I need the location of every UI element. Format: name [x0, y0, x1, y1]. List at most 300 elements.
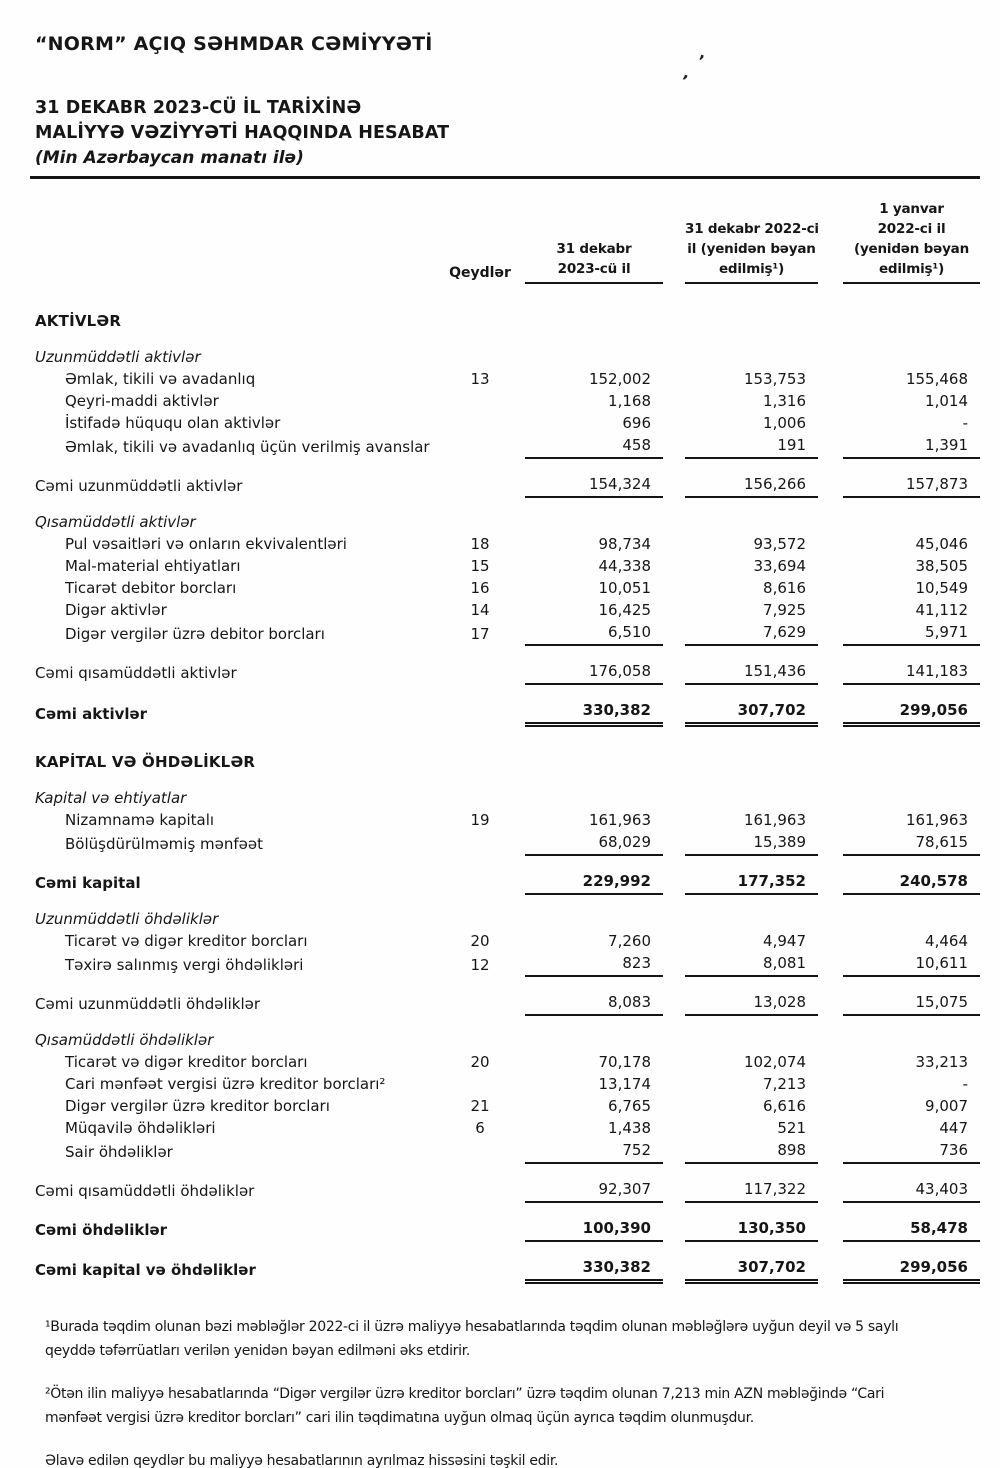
- value-2022: 307,702: [685, 684, 818, 725]
- value-jan2022: 9,007: [925, 1096, 968, 1115]
- value-2023: 154,324: [525, 458, 663, 497]
- report-title-block: [35, 96, 980, 171]
- gap: [663, 1139, 685, 1163]
- gap: [515, 1073, 525, 1095]
- gap: [818, 533, 843, 555]
- report-date-line: 31 DEKABR 2023-CÜ İL TARİXİNƏ: [35, 98, 362, 118]
- gap: [515, 725, 525, 773]
- value-2023: 100,390: [525, 1202, 663, 1241]
- value-2022: [685, 497, 818, 533]
- gap: [515, 599, 525, 621]
- row-note: [445, 645, 515, 684]
- gap: [818, 1073, 843, 1095]
- row-label: İstifadə hüququ olan aktivlər: [65, 414, 281, 432]
- table-row: [35, 930, 980, 952]
- value-2022: 898: [685, 1139, 818, 1163]
- value-jan2022: -: [962, 414, 968, 432]
- scan-artifact-mark: ,: [681, 63, 693, 83]
- value-jan2022: 38,505: [915, 557, 968, 575]
- gap: [818, 855, 843, 894]
- value-2023: 6,510: [525, 621, 663, 645]
- gap: [515, 577, 525, 599]
- gap: [663, 831, 685, 855]
- row-note: 12: [470, 955, 490, 974]
- gap: [818, 1015, 843, 1051]
- value-jan2022: 736: [843, 1139, 980, 1163]
- gap: [818, 332, 843, 368]
- table-row: [35, 952, 980, 976]
- value-jan2022: 43,403: [843, 1163, 980, 1202]
- row-label: Bölüşdürülməmiş mənfəət: [65, 834, 263, 853]
- value-jan2022: 299,056: [843, 684, 980, 725]
- value-2022: 93,572: [753, 535, 806, 553]
- row-label: Qısamüddətli aktivlər: [35, 513, 196, 531]
- row-note: 6: [475, 1118, 485, 1137]
- value-jan2022: 10,549: [915, 579, 968, 597]
- table-row: [35, 773, 980, 809]
- value-2023: [525, 1015, 663, 1051]
- row-note: 19: [470, 810, 490, 829]
- value-2023: 152,002: [588, 370, 651, 388]
- table-row: [35, 1139, 980, 1163]
- value-jan2022: 155,468: [905, 370, 968, 388]
- gap: [515, 976, 525, 1015]
- gap: [818, 390, 843, 412]
- value-2023: [525, 497, 663, 533]
- row-note: [445, 773, 515, 809]
- column-header-jan2022-restated: 1 yanvar 2022-ci il (yenidən bəyan edilmiş¹): [843, 199, 980, 284]
- table-row: [35, 1051, 980, 1073]
- gap: [663, 952, 685, 976]
- gap: [663, 1015, 685, 1051]
- gap: [515, 831, 525, 855]
- gap: [818, 555, 843, 577]
- gap: [663, 1163, 685, 1202]
- value-2022: 177,352: [685, 855, 818, 894]
- value-2022: 307,702: [685, 1241, 818, 1282]
- table-row: [35, 599, 980, 621]
- value-2023: 752: [525, 1139, 663, 1163]
- gap: [515, 1241, 525, 1282]
- gap: [663, 725, 685, 773]
- table-row: [35, 809, 980, 831]
- value-2022: 1,006: [763, 414, 806, 432]
- gap: [818, 684, 843, 725]
- value-2022: 151,436: [685, 645, 818, 684]
- value-2023: 1,168: [608, 392, 651, 410]
- gap: [515, 952, 525, 976]
- gap: [663, 390, 685, 412]
- value-jan2022: [843, 284, 980, 332]
- row-note: 16: [470, 579, 490, 597]
- gap: [818, 930, 843, 952]
- row-label: AKTİVLƏR: [35, 312, 122, 330]
- gap: [663, 645, 685, 684]
- value-2022: 191: [685, 434, 818, 458]
- gap: [818, 809, 843, 831]
- value-jan2022: -: [962, 1074, 968, 1093]
- value-2023: 229,992: [525, 855, 663, 894]
- footnote-line: mənfəət vergisi üzrə kreditor borcları” cari ilin təqdimatına uyğun olmaq üçün ayrıca təqdim olunmuşdur.: [45, 1409, 754, 1426]
- footnote-line: Əlavə edilən qeydlər bu maliyyə hesabatlarının ayrılmaz hissəsini təşkil edir.: [45, 1452, 559, 1468]
- value-2023: 161,963: [588, 810, 651, 829]
- gap: [818, 1117, 843, 1139]
- gap: [663, 412, 685, 434]
- row-label: Sair öhdəliklər: [65, 1142, 173, 1161]
- gap: [663, 1073, 685, 1095]
- table-row: [35, 684, 980, 725]
- row-note: 15: [470, 557, 490, 575]
- value-jan2022: 447: [939, 1118, 968, 1137]
- table-row: [35, 1163, 980, 1202]
- value-jan2022: [843, 773, 980, 809]
- table-row: [35, 1202, 980, 1241]
- value-2023: 330,382: [525, 1241, 663, 1282]
- value-2023: [525, 773, 663, 809]
- report-name-line: MALİYYƏ VƏZİYYƏTİ HAQQINDA HESABAT: [35, 123, 450, 143]
- table-row: [35, 434, 980, 458]
- table-column-headers: [35, 199, 980, 284]
- row-note: [445, 855, 515, 894]
- row-note: [445, 1139, 515, 1163]
- row-note: [445, 894, 515, 930]
- value-2023: 10,051: [598, 579, 651, 597]
- value-jan2022: 161,963: [905, 810, 968, 829]
- row-label: Uzunmüddətli öhdəliklər: [35, 909, 219, 928]
- row-note: [445, 434, 515, 458]
- gap: [818, 1051, 843, 1073]
- row-label: Ticarət və digər kreditor borcları: [65, 931, 308, 950]
- row-note: 17: [470, 625, 490, 643]
- row-label: Mal-material ehtiyatları: [65, 557, 241, 575]
- table-row: [35, 1117, 980, 1139]
- gap: [663, 855, 685, 894]
- row-label: Cəmi uzunmüddətli aktivlər: [35, 477, 243, 495]
- row-label: Digər vergilər üzrə debitor borcları: [65, 625, 325, 643]
- value-2023: [525, 725, 663, 773]
- value-jan2022: 78,615: [843, 831, 980, 855]
- row-note: [445, 1073, 515, 1095]
- row-note: [445, 1241, 515, 1282]
- gap: [515, 555, 525, 577]
- gap: [515, 1139, 525, 1163]
- gap: [818, 1163, 843, 1202]
- gap: [663, 621, 685, 645]
- table-row: [35, 368, 980, 390]
- row-label: Cəmi kapital və öhdəliklər: [35, 1261, 256, 1279]
- table-row: [35, 976, 980, 1015]
- gap: [818, 831, 843, 855]
- row-note: 20: [470, 1052, 490, 1071]
- gap: [515, 412, 525, 434]
- gap: [515, 894, 525, 930]
- row-label: Digər vergilər üzrə kreditor borcları: [65, 1096, 330, 1115]
- value-2023: 1,438: [608, 1118, 651, 1137]
- column-header-2022-restated: 31 dekabr 2022-ci il (yenidən bəyan edilmiş¹): [685, 219, 818, 284]
- row-note: [445, 831, 515, 855]
- gap: [663, 599, 685, 621]
- table-row: [35, 621, 980, 645]
- row-label: Cəmi öhdəliklər: [35, 1220, 168, 1239]
- row-note: [445, 458, 515, 497]
- gap: [515, 1117, 525, 1139]
- table-row: [35, 533, 980, 555]
- row-label: Cəmi qısamüddətli öhdəliklər: [35, 1181, 255, 1200]
- gap: [818, 1241, 843, 1282]
- value-2022: 8,081: [685, 952, 818, 976]
- table-row: [35, 894, 980, 930]
- table-row: [35, 831, 980, 855]
- value-2022: 7,925: [763, 601, 806, 619]
- gap: [818, 577, 843, 599]
- row-note: [445, 332, 515, 368]
- row-note: [445, 1163, 515, 1202]
- row-note: [445, 725, 515, 773]
- value-2023: 696: [622, 414, 651, 432]
- gap: [818, 1139, 843, 1163]
- scan-artifact-mark: ,: [698, 43, 708, 63]
- footnote-line: ²Ötən ilin maliyyə hesabatlarında “Digər vergilər üzrə kreditor borcları” üzrə təqdim olunan 7,213 min AZN məbləğində “Cari: [45, 1385, 885, 1402]
- footnote-line: ¹Burada təqdim olunan bəzi məbləğlər 2022-ci il üzrə maliyyə hesabatlarında təqdim olunan məbləğlərə uyğun deyil və 5 saylı: [45, 1318, 899, 1335]
- gap: [515, 533, 525, 555]
- row-note: [445, 1015, 515, 1051]
- gap: [818, 725, 843, 773]
- company-title: “NORM” AÇIQ SƏHMDAR CƏMİYYƏTİ: [35, 33, 433, 55]
- table-row: [35, 1241, 980, 1282]
- row-label: Təxirə salınmış vergi öhdəlikləri: [65, 955, 304, 974]
- row-label: Cəmi kapital: [35, 873, 141, 892]
- row-label: Müqavilə öhdəlikləri: [65, 1118, 216, 1137]
- row-note: 20: [470, 931, 490, 950]
- table-row: [35, 497, 980, 533]
- gap: [818, 952, 843, 976]
- value-2022: 521: [777, 1118, 806, 1137]
- row-note: 18: [470, 535, 490, 553]
- gap: [663, 284, 685, 332]
- gap: [663, 684, 685, 725]
- table-row: [35, 725, 980, 773]
- gap: [818, 412, 843, 434]
- footnotes-block: [35, 1315, 980, 1468]
- gap: [663, 1202, 685, 1241]
- statement-table: [35, 284, 980, 1284]
- gap: [818, 434, 843, 458]
- row-label: Digər aktivlər: [65, 601, 167, 619]
- gap: [515, 1202, 525, 1241]
- gap: [663, 930, 685, 952]
- gap: [515, 645, 525, 684]
- table-row: [35, 855, 980, 894]
- value-2022: 156,266: [685, 458, 818, 497]
- value-2022: 153,753: [743, 370, 806, 388]
- table-row: [35, 284, 980, 332]
- gap: [818, 458, 843, 497]
- value-jan2022: 1,391: [843, 434, 980, 458]
- value-jan2022: 5,971: [843, 621, 980, 645]
- gap: [515, 390, 525, 412]
- gap: [663, 894, 685, 930]
- value-2023: 7,260: [608, 931, 651, 950]
- gap: [818, 773, 843, 809]
- gap: [663, 555, 685, 577]
- row-note: [445, 390, 515, 412]
- row-label: Cəmi qısamüddətli aktivlər: [35, 664, 237, 682]
- value-2022: 13,028: [685, 976, 818, 1015]
- gap: [515, 855, 525, 894]
- value-jan2022: [843, 894, 980, 930]
- value-2023: 70,178: [598, 1052, 651, 1071]
- table-row: [35, 555, 980, 577]
- table-row: [35, 1095, 980, 1117]
- row-label: Uzunmüddətli aktivlər: [35, 348, 201, 366]
- value-2023: 6,765: [608, 1096, 651, 1115]
- value-2023: 13,174: [598, 1074, 651, 1093]
- gap: [515, 930, 525, 952]
- value-jan2022: 157,873: [843, 458, 980, 497]
- gap: [515, 458, 525, 497]
- value-2023: 330,382: [525, 684, 663, 725]
- table-row: [35, 645, 980, 684]
- gap: [663, 577, 685, 599]
- footnote: [45, 1449, 980, 1468]
- gap: [663, 1241, 685, 1282]
- value-jan2022: 58,478: [843, 1202, 980, 1241]
- value-jan2022: [843, 332, 980, 368]
- value-2022: 7,213: [763, 1074, 806, 1093]
- value-jan2022: 45,046: [915, 535, 968, 553]
- currency-units-note: (Min Azərbaycan manatı ilə): [35, 148, 304, 168]
- value-jan2022: [843, 1015, 980, 1051]
- value-jan2022: 4,464: [925, 931, 968, 950]
- row-label: Ticarət debitor borcları: [65, 579, 237, 597]
- gap: [663, 1117, 685, 1139]
- gap: [663, 533, 685, 555]
- value-2022: 117,322: [685, 1163, 818, 1202]
- value-2023: 458: [525, 434, 663, 458]
- value-jan2022: 10,611: [843, 952, 980, 976]
- value-2022: 8,616: [763, 579, 806, 597]
- footnote: [45, 1382, 980, 1430]
- value-jan2022: [843, 725, 980, 773]
- value-jan2022: [843, 497, 980, 533]
- value-2022: 161,963: [743, 810, 806, 829]
- table-row: [35, 577, 980, 599]
- row-note: 14: [470, 601, 490, 619]
- gap: [515, 1095, 525, 1117]
- gap: [663, 809, 685, 831]
- value-2023: [525, 332, 663, 368]
- gap: [515, 1051, 525, 1073]
- gap: [515, 1163, 525, 1202]
- gap: [818, 284, 843, 332]
- gap: [663, 1051, 685, 1073]
- gap: [818, 645, 843, 684]
- gap: [663, 458, 685, 497]
- gap: [515, 284, 525, 332]
- row-note: [445, 284, 515, 332]
- value-2022: 130,350: [685, 1202, 818, 1241]
- gap: [663, 976, 685, 1015]
- value-2023: 68,029: [525, 831, 663, 855]
- value-jan2022: 1,014: [925, 392, 968, 410]
- column-header-2023: 31 dekabr 2023-cü il: [525, 239, 663, 284]
- row-note: [445, 1202, 515, 1241]
- value-2023: 176,058: [525, 645, 663, 684]
- table-row: [35, 1015, 980, 1051]
- table-row: [35, 1073, 980, 1095]
- value-2022: 6,616: [763, 1096, 806, 1115]
- value-2023: 44,338: [598, 557, 651, 575]
- value-2023: 98,734: [598, 535, 651, 553]
- table-row: [35, 412, 980, 434]
- gap: [515, 809, 525, 831]
- row-label: Ticarət və digər kreditor borcları: [65, 1052, 308, 1071]
- value-jan2022: 299,056: [843, 1241, 980, 1282]
- gap: [818, 976, 843, 1015]
- value-jan2022: 41,112: [915, 601, 968, 619]
- gap: [663, 497, 685, 533]
- row-label: Cəmi aktivlər: [35, 704, 148, 723]
- gap: [515, 773, 525, 809]
- row-label: Əmlak, tikili və avadanlıq: [65, 370, 256, 388]
- gap: [515, 1015, 525, 1051]
- row-note: [445, 684, 515, 725]
- value-2022: [685, 773, 818, 809]
- gap: [818, 368, 843, 390]
- column-header-notes: Qeydlər: [449, 265, 511, 281]
- row-label: Əmlak, tikili və avadanlıq üçün verilmiş avanslar: [65, 438, 430, 456]
- header-rule: [30, 176, 980, 179]
- value-2022: 33,694: [753, 557, 806, 575]
- gap: [818, 599, 843, 621]
- row-note: [445, 976, 515, 1015]
- gap: [663, 332, 685, 368]
- row-label: Kapital və ehtiyatlar: [35, 788, 187, 807]
- gap: [515, 684, 525, 725]
- row-label: Qısamüddətli öhdəliklər: [35, 1030, 214, 1049]
- value-2023: 8,083: [525, 976, 663, 1015]
- footnote: [45, 1315, 980, 1363]
- value-2022: [685, 725, 818, 773]
- value-jan2022: 240,578: [843, 855, 980, 894]
- value-jan2022: 141,183: [843, 645, 980, 684]
- row-label: Pul vəsaitləri və onların ekvivalentləri: [65, 535, 347, 553]
- value-2022: [685, 894, 818, 930]
- value-2022: [685, 1015, 818, 1051]
- row-note: 21: [470, 1096, 490, 1115]
- gap: [515, 368, 525, 390]
- value-jan2022: 33,213: [915, 1052, 968, 1071]
- gap: [515, 434, 525, 458]
- gap: [818, 621, 843, 645]
- row-note: [445, 412, 515, 434]
- value-2023: 823: [525, 952, 663, 976]
- row-note: 13: [470, 370, 490, 388]
- value-2022: 1,316: [763, 392, 806, 410]
- row-label: Cari mənfəət vergisi üzrə kreditor borcları²: [65, 1074, 386, 1093]
- gap: [818, 1202, 843, 1241]
- table-row: [35, 390, 980, 412]
- row-label: Qeyri-maddi aktivlər: [65, 392, 219, 410]
- gap: [818, 1095, 843, 1117]
- gap: [663, 434, 685, 458]
- table-row: [35, 332, 980, 368]
- gap: [515, 332, 525, 368]
- value-jan2022: 15,075: [843, 976, 980, 1015]
- value-2022: 15,389: [685, 831, 818, 855]
- row-label: Cəmi uzunmüddətli öhdəliklər: [35, 994, 261, 1013]
- gap: [663, 1095, 685, 1117]
